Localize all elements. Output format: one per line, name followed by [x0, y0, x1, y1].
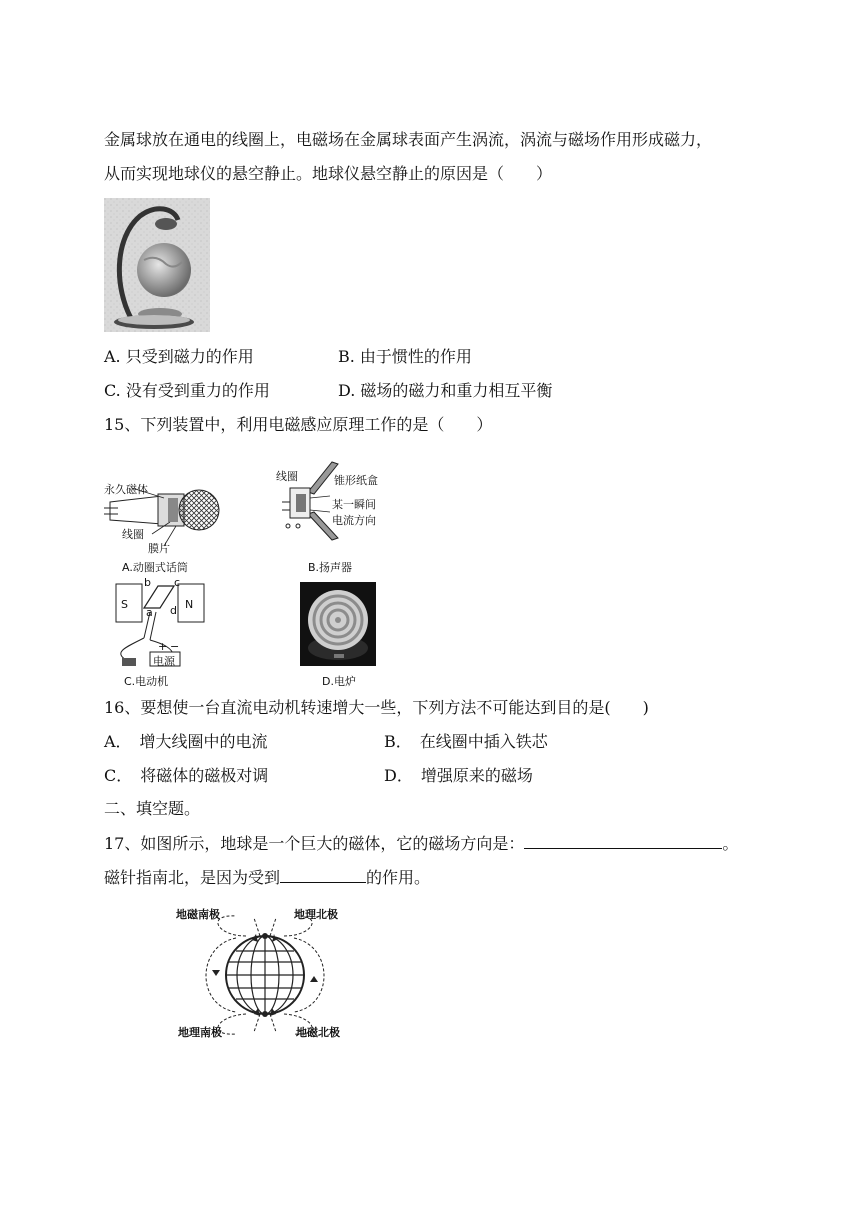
q14-option-b: B. 由于惯性的作用: [338, 347, 472, 366]
q16-option-b: B． 在线圈中插入铁芯: [384, 732, 548, 751]
levitating-globe-image: [104, 198, 210, 332]
q14-text-line-2: 从而实现地球仪的悬空静止。地球仪悬空静止的原因是（ ）: [104, 164, 553, 183]
q17-blank-1: [524, 832, 722, 849]
q14-text-line-1: 金属球放在通电的线圈上，电磁场在金属球表面产生涡流，涡流与磁场作用形成磁力，: [104, 130, 713, 149]
motor-s-label: S: [121, 598, 128, 611]
geomagnetic-north-pole-label: 地磁北极: [296, 1026, 340, 1039]
microphone-coil-label: 线圈: [122, 528, 144, 541]
loudspeaker-cone-label: 锥形纸盒: [334, 474, 378, 487]
q17-line-1: [104, 832, 738, 855]
geomagnetic-south-pole-label: 地磁南极: [176, 908, 220, 921]
q16-option-a: A． 增大线圈中的电流: [104, 732, 268, 751]
microphone-membrane-label: 膜片: [148, 542, 170, 555]
geographic-south-pole-label: 地理南极: [178, 1026, 222, 1039]
motor-a-label: a: [146, 606, 153, 619]
fig-d-caption: D.电炉: [322, 675, 356, 688]
q16-option-d: D． 增强原来的磁场: [384, 766, 533, 785]
q17-line-1-end: 。: [722, 834, 739, 853]
q16-option-c: C． 将磁体的磁极对调: [104, 766, 269, 785]
motor-d-label: d: [170, 604, 177, 617]
q17-line-2: [104, 866, 430, 889]
loudspeaker-diagram: [272, 458, 392, 544]
geographic-north-pole-label: 地理北极: [294, 908, 338, 921]
earth-magnetic-field-diagram: [176, 906, 354, 1042]
fig-a-caption: A.动圈式话筒: [122, 561, 188, 574]
fig-c-caption: C.电动机: [124, 675, 169, 688]
loudspeaker-current-label: 电流方向: [332, 514, 376, 527]
motor-c-label: c: [174, 576, 181, 589]
q17-line-2-end: 的作用。: [366, 868, 431, 887]
q17-line-1-text: 17、如图所示，地球是一个巨大的磁体，它的磁场方向是：: [104, 834, 525, 853]
q15-stem: 15、下列装置中，利用电磁感应原理工作的是（ ）: [104, 415, 493, 434]
microphone-diagram: [104, 478, 224, 556]
motor-power-label: 电源: [153, 655, 175, 668]
loudspeaker-moment-label: 某一瞬间: [332, 498, 376, 511]
microphone-magnet-label: 永久磁体: [104, 483, 148, 496]
q17-line-2-text: 磁针指南北，是因为受到: [104, 868, 281, 887]
section-2-title: 二、填空题。: [104, 799, 201, 818]
motor-b-label: b: [144, 576, 151, 589]
loudspeaker-coil-label: 线圈: [276, 470, 298, 483]
q16-stem: 16、要想使一台直流电动机转速增大一些，下列方法不可能达到目的是( ): [104, 698, 649, 717]
q14-option-d: D. 磁场的磁力和重力相互平衡: [338, 381, 553, 400]
q14-option-a: A. 只受到磁力的作用: [104, 347, 254, 366]
motor-plus-label: +: [158, 640, 168, 653]
electric-stove-image: [300, 582, 376, 666]
motor-minus-label: −: [170, 640, 180, 653]
q17-blank-2: [280, 866, 366, 883]
fig-b-caption: B.扬声器: [308, 561, 353, 574]
motor-n-label: N: [185, 598, 194, 611]
q14-option-c: C. 没有受到重力的作用: [104, 381, 270, 400]
electric-motor-diagram: [104, 578, 216, 670]
